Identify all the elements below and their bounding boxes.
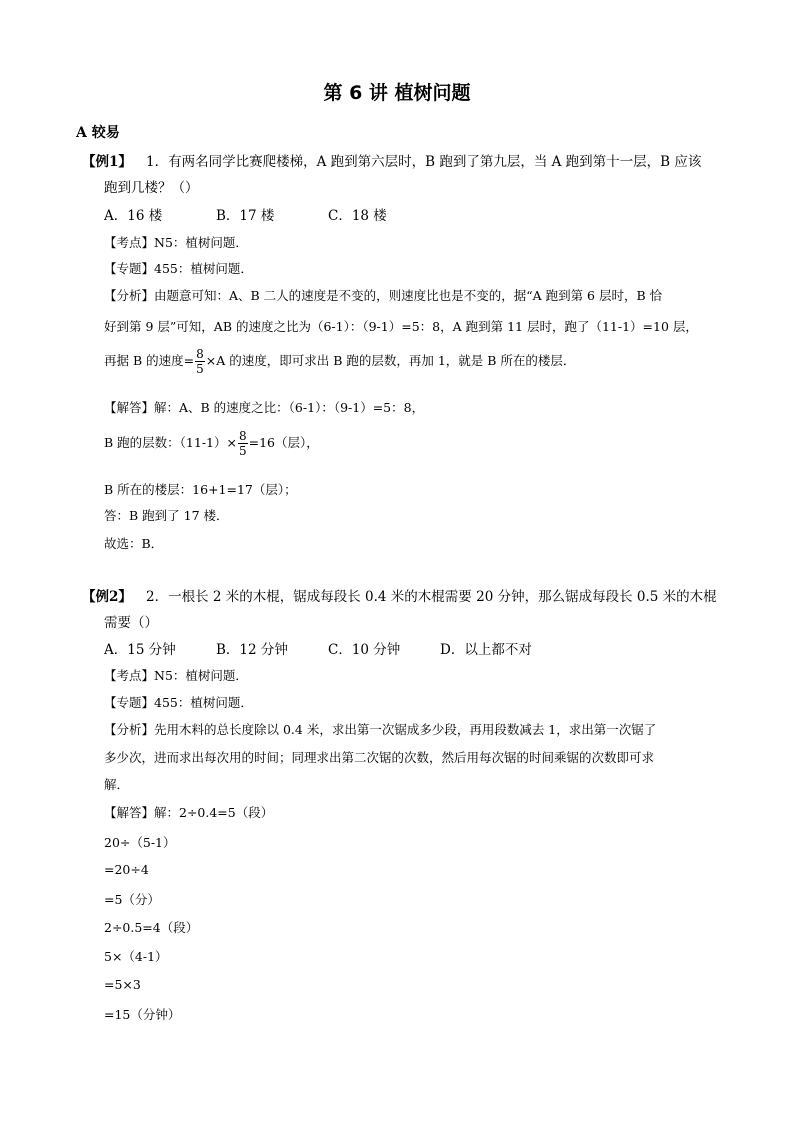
fraction-8-5 xyxy=(238,430,248,457)
page-title: 第 6 讲 植树问题 xyxy=(323,82,471,104)
fraction-denominator: 5 xyxy=(238,444,247,458)
fraction-denominator: 5 xyxy=(196,362,204,376)
example-2-analysis-line-3: 解． xyxy=(104,777,130,792)
fraction-numerator: 8 xyxy=(196,347,204,361)
example-1-step-5: 故选：B． xyxy=(104,536,164,551)
example-2-calc-7: =15（分钟） xyxy=(104,1007,181,1022)
step-2-text-pre: B 跑的层数：（11-1）× xyxy=(104,435,237,450)
analysis-text-post: ×A 的速度，即可求出 B 跑的层数，再加 1，就是 B 所在的楼层． xyxy=(205,353,576,368)
example-1-question-line-1: 1．有两名同学比赛爬楼梯，A 跑到第六层时，B 跑到了第九层，当 A 跑到第十一层，B 应该 xyxy=(146,154,702,170)
example-2-zhuanti: 【专题】455：植树问题． xyxy=(104,695,253,710)
example-1-analysis-line-3 xyxy=(104,348,575,375)
example-2-answer: 【解答】解：2÷0.4=5（段） xyxy=(104,805,274,820)
example-1-answer: 【解答】解：A、B 的速度之比：（6-1）：（9-1）=5：8， xyxy=(104,400,425,415)
example-1-question-line-2: 跑到几楼？（） xyxy=(104,180,199,196)
example-2-option-d: D．以上都不对 xyxy=(440,642,532,658)
example-1-zhuanti: 【专题】455：植树问题． xyxy=(104,261,253,276)
example-1-step-4: 答：B 跑到了 17 楼． xyxy=(104,508,229,523)
example-2-kaodian: 【考点】N5：植树问题． xyxy=(104,668,248,683)
example-1-analysis-line-2: 好到第 9 层”可知，AB 的速度之比为（6-1）：（9-1）=5：8，A 跑到第 11 层时，跑了（11-1）=10 层， xyxy=(104,319,698,334)
example-1-step-2 xyxy=(104,430,319,457)
example-2-calc-5: 5×（4-1） xyxy=(104,949,168,964)
fraction-numerator: 8 xyxy=(238,429,247,443)
example-2-calc-3: =5（分） xyxy=(104,892,160,907)
step-2-text-post: =16（层）， xyxy=(248,435,319,450)
fraction-8-5 xyxy=(195,348,205,375)
example-2-calc-2: =20÷4 xyxy=(104,862,149,877)
example-2-option-c: C．10 分钟 xyxy=(328,642,401,658)
example-2-calc-6: =5×3 xyxy=(104,977,141,992)
analysis-text-pre: 再据 B 的速度= xyxy=(104,353,195,368)
example-1-tag: 【例1】 xyxy=(82,154,132,170)
example-1-step-3: B 所在的楼层：16+1=17（层）； xyxy=(104,482,297,497)
example-2-analysis-line-2: 多少次，进而求出每次用的时间；同理求出第二次锯的次数，然后用每次锯的时间乘锯的次数即可求 xyxy=(104,750,655,765)
example-2-tag: 【例2】 xyxy=(82,589,132,605)
section-heading: A 较易 xyxy=(76,125,120,141)
example-1-analysis-line-1: 【分析】由题意可知：A、B 二人的速度是不变的，则速度比也是不变的，据“A 跑到第 6 层时，B 恰 xyxy=(104,288,663,303)
example-2-option-b: B．12 分钟 xyxy=(216,642,288,658)
example-2-question-line-1: 2．一根长 2 米的木棍，锯成每段长 0.4 米的木棍需要 20 分钟，那么锯成每段长 0.5 米的木棍 xyxy=(146,589,717,605)
example-2-calc-1: 20÷（5-1） xyxy=(104,835,176,850)
example-1-option-b: B．17 楼 xyxy=(216,208,275,224)
example-2-option-a: A．15 分钟 xyxy=(104,642,176,658)
example-1-option-c: C．18 楼 xyxy=(328,208,387,224)
example-2-analysis-line-1: 【分析】先用木料的总长度除以 0.4 米，求出第一次锯成多少段，再用段数减去 1，求出第一次锯了 xyxy=(104,722,657,737)
example-2-question-line-2: 需要（） xyxy=(104,615,158,631)
example-2-calc-4: 2÷0.5=4（段） xyxy=(104,920,199,935)
example-1-kaodian: 【考点】N5：植树问题． xyxy=(104,235,248,250)
example-1-option-a: A．16 楼 xyxy=(104,208,163,224)
